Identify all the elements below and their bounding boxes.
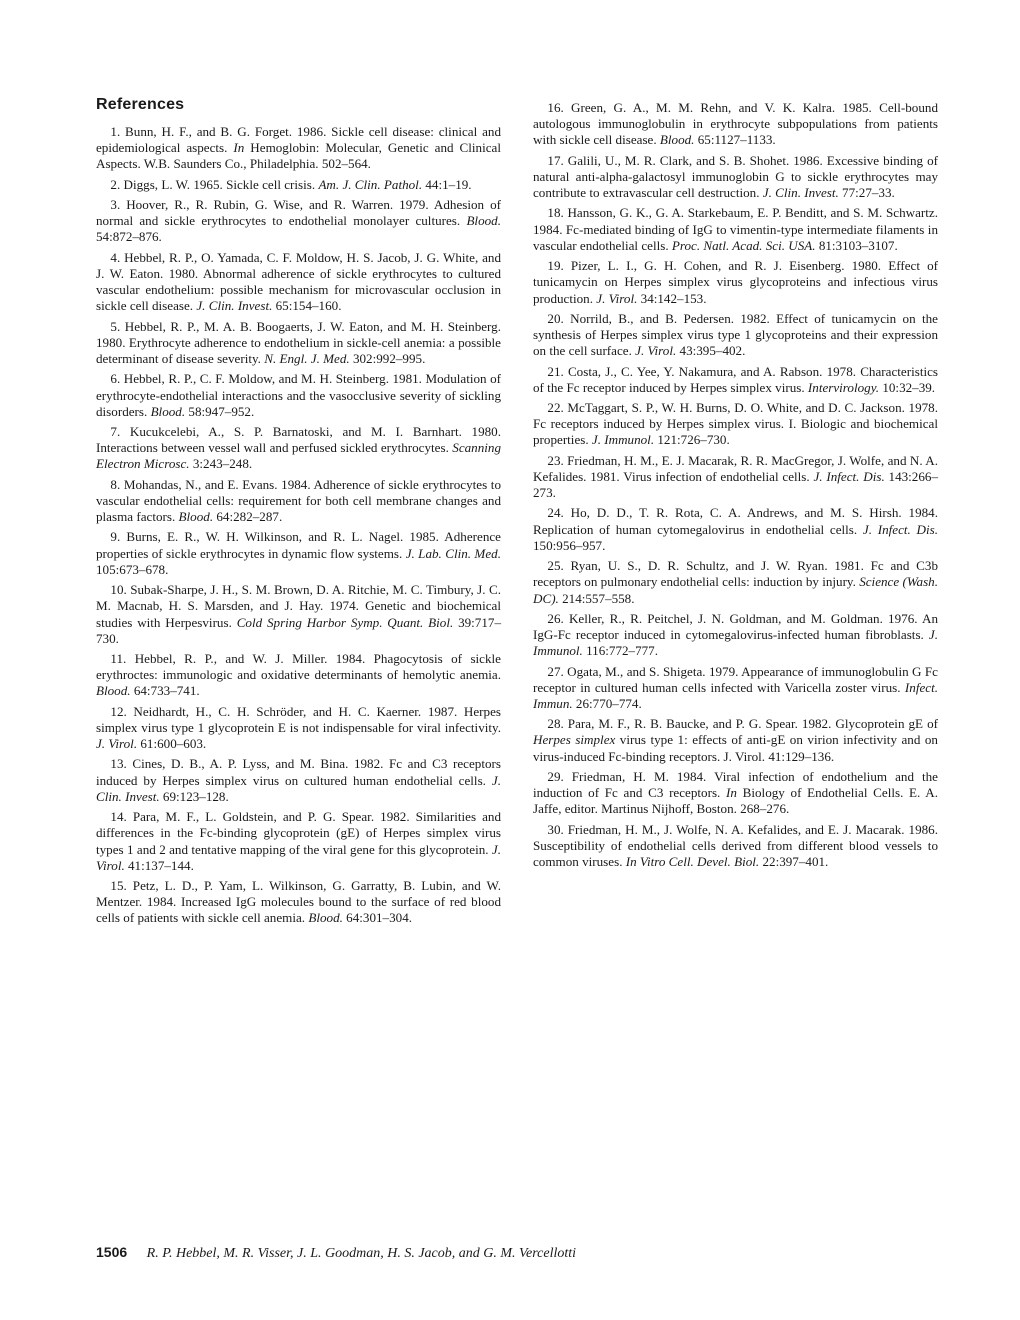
reference-entry (533, 611, 938, 660)
reference-entry (533, 364, 938, 396)
reference-citation: 64:282–287. (213, 509, 283, 525)
reference-entry (96, 250, 501, 315)
reference-citation: 61:600–603. (137, 736, 207, 752)
reference-journal: J. Clin. Invest. (196, 298, 273, 314)
reference-journal: J. Virol. (596, 290, 638, 306)
reference-text: 23. Friedman, H. M., E. J. Macarak, R. R. MacGregor, J. Wolfe, and N. A. Kefalides. 1981. Virus infection of endothelial cells. (533, 452, 938, 484)
reference-journal: Infect. Immun. (533, 679, 938, 711)
reference-text: 9. Burns, E. R., W. H. Wilkinson, and R. L. Nagel. 1985. Adherence properties of sickle erythrocytes in dynamic flow systems. (96, 529, 501, 561)
reference-entry (96, 197, 501, 246)
reference-entry (533, 822, 938, 871)
reference-entry (96, 651, 501, 700)
reference-citation: 3:243–248. (189, 456, 253, 472)
reference-entry (533, 100, 938, 149)
reference-citation: Hemoglobin: Molecular, Genetic and Clinical Aspects. W.B. Saunders Co., Philadelphia. 502–564. (96, 140, 501, 172)
reference-journal: Blood. (150, 403, 186, 419)
reference-text: 16. Green, G. A., M. M. Rehn, and V. K. Kalra. 1985. Cell-bound autologous immunoglobulin in erythrocyte subpopulations from patients with sickle cell disease. (533, 100, 938, 148)
reference-journal: J. Clin. Invest. (762, 185, 839, 201)
reference-journal: Intervirology. (807, 379, 880, 395)
reference-journal: Blood. (96, 683, 131, 699)
reference-journal: N. Engl. J. Med. (264, 351, 350, 367)
reference-citation: 34:142–153. (637, 290, 707, 306)
reference-journal: J. Infect. Dis. (862, 521, 938, 537)
reference-citation: 65:1127–1133. (694, 132, 776, 148)
reference-text: 3. Hoover, R., R. Rubin, G. Wise, and R. Warren. 1979. Adhesion of normal and sickle erythrocytes to endothelial monolayer cultures. (96, 197, 501, 229)
reference-text: 25. Ryan, U. S., D. R. Schultz, and J. W. Ryan. 1981. Fc and C3b receptors on pulmonary endothelial cells: induction by injury. (533, 558, 938, 590)
reference-journal: Blood. (466, 213, 501, 229)
reference-text: 5. Hebbel, R. P., M. A. B. Boogaerts, J. W. Eaton, and M. H. Steinberg. 1980. Erythrocyte adherence to endothelium in sickle-cell anemia: a possible determinant of disease severity. (96, 318, 501, 367)
reference-journal: J. Virol. (96, 841, 501, 873)
reference-journal: J. Virol. (635, 343, 677, 359)
reference-citation: 65:154–160. (272, 298, 342, 314)
reference-journal: J. Immunol. (533, 627, 938, 659)
reference-citation: 77:27–33. (838, 185, 895, 201)
reference-text: 27. Ogata, M., and S. Shigeta. 1979. Appearance of immunoglobulin G Fc receptor in cultured human cells infected with Varicella zoster virus. (533, 663, 938, 695)
reference-entry (533, 205, 938, 254)
running-author-line: R. P. Hebbel, M. R. Visser, J. L. Goodman, H. S. Jacob, and G. M. Vercellotti (146, 1246, 577, 1261)
reference-journal: In (726, 785, 737, 801)
reference-text: 1. Bunn, H. F., and B. G. Forget. 1986. Sickle cell disease: clinical and epidemiological aspects. (96, 124, 501, 156)
reference-journal: In Vitro Cell. Devel. Biol. (625, 854, 760, 870)
reference-citation: virus type 1: effects of anti-gE on virion infectivity and on virus-induced Fc-binding receptors. J. Virol. 41:129–136. (533, 732, 938, 764)
reference-text: 26. Keller, R., R. Peitchel, J. N. Goldman, and M. Goldman. 1976. An IgG-Fc receptor induced in cytomegalovirus-infected human fibroblasts. (533, 610, 938, 643)
reference-text: 18. Hansson, G. K., G. A. Starkebaum, E. P. Benditt, and S. M. Schwartz. 1984. Fc-mediated binding of IgG to vimentin-type intermediate filaments in vascular endothelial cells. (533, 205, 938, 253)
reference-text: 24. Ho, D. D., T. R. Rota, C. A. Andrews, and M. S. Hirsh. 1984. Replication of human cytomegalovirus in endothelial cells. (533, 505, 938, 537)
reference-journal: Am. J. Clin. Pathol. (318, 176, 423, 192)
reference-journal: J. Infect. Dis. (813, 468, 885, 484)
reference-entry (533, 453, 938, 502)
reference-entry (533, 769, 938, 818)
reference-entry (96, 809, 501, 874)
reference-citation: 22:397–401. (759, 854, 829, 870)
reference-entry (533, 153, 938, 202)
reference-entry (96, 582, 501, 647)
reference-entry (96, 756, 501, 805)
reference-citation: 58:947–952. (185, 403, 255, 419)
page-number: 1506 (96, 1244, 128, 1260)
reference-text: 20. Norrild, B., and B. Pedersen. 1982. Effect of tunicamycin on the synthesis of Herpes simplex virus type 1 glycoproteins and their expression on the cell surface. (533, 310, 938, 359)
reference-journal: Blood. (659, 132, 695, 148)
reference-citation: 116:772–777. (582, 643, 658, 659)
reference-text: 4. Hebbel, R. P., O. Yamada, C. F. Moldow, H. S. Jacob, J. G. White, and J. W. Eaton. 1980. Abnormal adherence of sickle erythrocytes to cultured vascular endothelium: possible mechanism for microvascular occlusion in sickle cell disease. (96, 249, 501, 314)
reference-citation: 121:726–730. (654, 432, 730, 448)
reference-text: 15. Petz, L. D., P. Yam, L. Wilkinson, G. Garratty, B. Lubin, and W. Mentzer. 1984. Increased IgG molecules bound to the surface of red blood cells of patients with sickle cell anemia. (96, 878, 501, 926)
reference-text: 17. Galili, U., M. R. Clark, and S. B. Shohet. 1986. Excessive binding of natural anti-alpha-galactosyl immunoglobin G to sickle erythrocytes may contribute to extravascular cell destruction. (533, 152, 938, 201)
reference-text: 22. McTaggart, S. P., W. H. Burns, D. O. White, and D. C. Jackson. 1978. Fc receptors induced by Herpes simplex virus. I. Biologic and biochemical properties. (533, 400, 938, 448)
reference-journal: J. Lab. Clin. Med. (405, 545, 501, 561)
reference-journal: In (233, 140, 245, 156)
reference-text: 28. Para, M. F., R. B. Baucke, and P. G. Spear. 1982. Glycoprotein gE of (547, 716, 938, 732)
reference-text: 30. Friedman, H. M., J. Wolfe, N. A. Kefalides, and E. J. Macarak. 1986. Susceptibility of endothelial cells derived from different blood vessels to common viruses. (533, 821, 938, 870)
reference-entry (533, 505, 938, 554)
reference-entry (96, 371, 501, 420)
reference-text: 11. Hebbel, R. P., and W. J. Miller. 1984. Phagocytosis of sickle erythroctes: immunologic and oxidative determinants of hemolytic anemia. (96, 651, 501, 683)
reference-citation: 43:395–402. (676, 343, 746, 359)
reference-text: 7. Kucukcelebi, A., S. P. Barnatoski, and M. I. Barnhart. 1980. Interactions between vessel wall and perfused sickled erythrocytes. (96, 424, 501, 456)
reference-citation: 44:1–19. (422, 176, 472, 192)
reference-text: 19. Pizer, L. I., G. H. Cohen, and R. J. Eisenberg. 1980. Effect of tunicamycin on Herpes simplex virus glycoproteins and infectious virus production. (533, 258, 938, 306)
reference-text: 10. Subak-Sharpe, J. H., S. M. Brown, D. A. Ritchie, M. C. Timbury, J. C. M. Macnab, H. S. Marsden, and J. Hay. 1974. Genetic and biochemical studies with Herpesvirus. (96, 582, 501, 630)
reference-citation: 64:733–741. (130, 683, 200, 699)
reference-journal: Science (Wash. DC). (533, 574, 938, 606)
references-column-right (533, 100, 938, 874)
reference-journal: Cold Spring Harbor Symp. Quant. Biol. (236, 614, 454, 630)
reference-citation: 64:301–304. (342, 910, 413, 926)
reference-citation: 150:956–957. (533, 537, 606, 553)
reference-citation: 54:872–876. (96, 229, 162, 245)
reference-citation: 214:557–558. (558, 590, 635, 606)
references-column-left (96, 124, 501, 931)
reference-text: 8. Mohandas, N., and E. Evans. 1984. Adherence of sickle erythrocytes to vascular endothelial cells: requirement for both cell membrane changes and plasma factors. (96, 476, 501, 525)
reference-entry (533, 664, 938, 713)
reference-journal: Scanning Electron Microsc. (96, 440, 501, 472)
reference-journal: Proc. Natl. Acad. Sci. USA. (671, 237, 816, 253)
reference-citation: 10:32–39. (879, 379, 936, 395)
reference-entry (96, 319, 501, 368)
page-footer (96, 1244, 576, 1262)
reference-text: 12. Neidhardt, H., C. H. Schröder, and H. C. Kaerner. 1987. Herpes simplex virus type 1 glycoprotein E is not indispensable for viral infectivity. (96, 703, 501, 735)
reference-journal: Herpes simplex (533, 732, 616, 748)
reference-entry (533, 311, 938, 360)
reference-entry (533, 558, 938, 607)
reference-entry (533, 716, 938, 765)
reference-entry (96, 477, 501, 526)
reference-entry (96, 529, 501, 578)
reference-text: 29. Friedman, H. M. 1984. Viral infection of endothelium and the induction of Fc and C3 receptors. (533, 768, 938, 801)
reference-entry (96, 124, 501, 173)
reference-entry (96, 177, 501, 193)
reference-entry (96, 424, 501, 473)
reference-text: 14. Para, M. F., L. Goldstein, and P. G. Spear. 1982. Similarities and differences in the Fc-binding glycoprotein (gE) of Herpes simplex virus types 1 and 2 and tentative mapping of the viral gene for this glycoprotein. (96, 809, 501, 857)
reference-text: 2. Diggs, L. W. 1965. Sickle cell crisis. (110, 176, 319, 192)
reference-citation: 39:717–730. (96, 614, 501, 646)
reference-text: 13. Cines, D. B., A. P. Lyss, and M. Bina. 1982. Fc and C3 receptors induced by Herpes simplex virus on cultured human endothelial cells. (96, 756, 501, 788)
references-heading: References (96, 96, 185, 113)
reference-journal: Blood. (178, 509, 214, 525)
reference-journal: J. Virol. (96, 736, 138, 752)
reference-text: 21. Costa, J., C. Yee, Y. Nakamura, and A. Rabson. 1978. Characteristics of the Fc receptor induced by Herpes simplex virus. (533, 363, 938, 395)
reference-journal: J. Clin. Invest. (96, 772, 501, 804)
reference-citation: 302:992–995. (349, 351, 426, 367)
reference-text: 6. Hebbel, R. P., C. F. Moldow, and M. H. Steinberg. 1981. Modulation of erythrocyte-endothelial interactions and the vasocclusive severity of sickling disorders. (96, 371, 501, 419)
reference-citation: 41:137–144. (124, 857, 194, 873)
reference-entry (96, 878, 501, 927)
reference-citation: 26:770–774. (572, 695, 642, 711)
reference-entry (533, 258, 938, 307)
reference-entry (96, 704, 501, 753)
reference-citation: 69:123–128. (159, 788, 229, 804)
reference-journal: J. Immunol. (591, 432, 655, 448)
reference-entry (533, 400, 938, 449)
reference-citation: 105:673–678. (96, 561, 169, 577)
reference-citation: 143:266–273. (533, 468, 938, 501)
reference-journal: Blood. (308, 910, 343, 926)
reference-citation: Biology of Endothelial Cells. E. A. Jaffe, editor. Martinus Nijhoff, Boston. 268–276. (533, 785, 939, 817)
reference-citation: 81:3103–3107. (815, 237, 898, 253)
